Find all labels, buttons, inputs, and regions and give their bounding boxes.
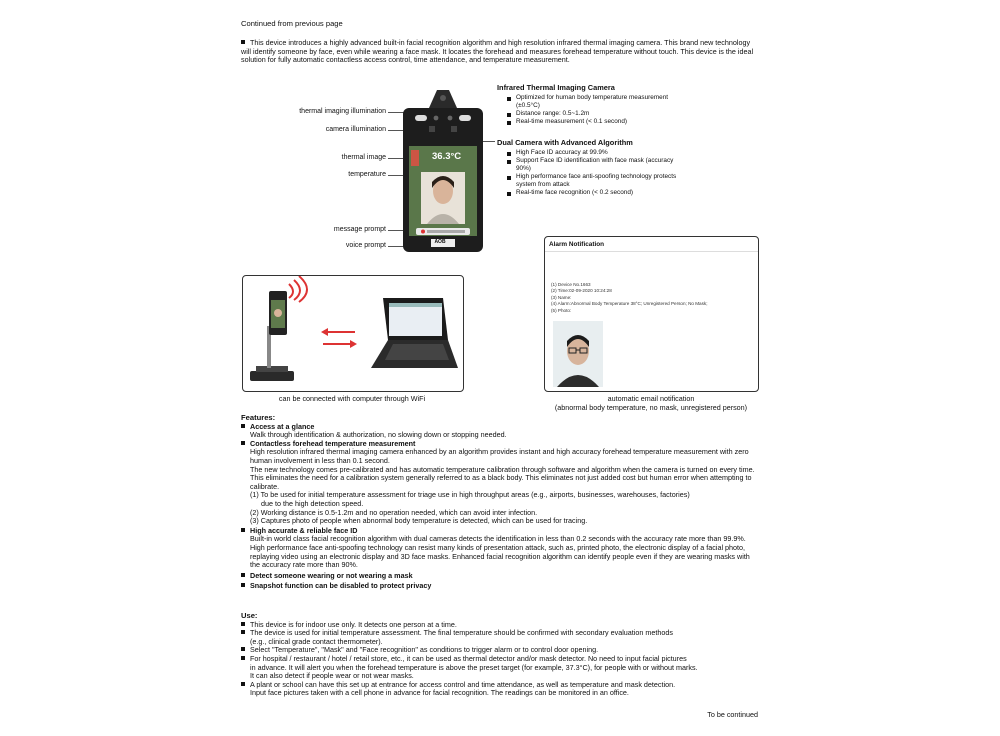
bullet-icon	[241, 682, 245, 686]
use-item: The device is used for initial temperature assessment. The final temperature should be confirmed with secondary evaluation methods	[241, 629, 761, 638]
use-item-cont: in advance. It will alert you when the forehead temperature is above the preset target (for example, 37.3°C), for people with or without marks.	[250, 662, 698, 672]
bullet-icon	[241, 656, 245, 660]
feature-title: Detect someone wearing or not wearing a mask	[241, 572, 761, 581]
alarm-line: (5) Photo:	[551, 307, 572, 313]
continued-from-label: Continued from previous page	[241, 19, 343, 28]
label-voice-prompt: voice prompt	[345, 242, 386, 249]
spec-item: Real-time face recognition (< 0.2 second)	[507, 189, 677, 197]
bullet-icon	[241, 441, 245, 445]
camera-spec-list	[507, 94, 677, 126]
feature-text: The new technology comes pre-calibrated and has automatic temperature calibration through software and algorithm when the camera is turned on every time. This eliminates the need for a calibration system generally referred to as a black body. This eliminates not just added cost but human error when attempting to calibrate.	[250, 464, 755, 491]
spec-item: Distance range: 0.5~1.2m	[507, 110, 677, 118]
algorithm-spec-title: Dual Camera with Advanced Algorithm	[497, 138, 633, 147]
use-section	[241, 612, 761, 698]
alarm-title: Alarm Notification	[545, 237, 758, 252]
features-section	[241, 414, 761, 591]
use-item: For hospital / restaurant / hotel / retail store, etc., it can be used as thermal detector and/or mask detector. No need to input facial pictures	[241, 655, 761, 664]
temperature-reading: 36.3°C	[432, 151, 462, 162]
use-item: A plant or school can have this set up at entrance for access control and time attendance, as well as temperature and mask detection.	[241, 681, 761, 690]
feature-title: High accurate & reliable face ID	[241, 527, 761, 536]
label-temperature: temperature	[348, 171, 386, 178]
to-be-continued-label: To be continued	[707, 710, 758, 719]
alarm-photo	[553, 321, 603, 387]
feature-title: Snapshot function can be disabled to protect privacy	[241, 582, 761, 591]
spec-item: High Face ID accuracy at 99.9%	[507, 149, 677, 157]
use-item-cont: Input face pictures taken with a cell phone in advance for facial recognition. The readings can be monitored in an office.	[250, 688, 629, 698]
bullet-icon	[241, 40, 245, 44]
alarm-notification-panel	[544, 236, 759, 392]
label-message-prompt: message prompt	[333, 226, 386, 233]
thermal-terminal-device	[403, 88, 483, 252]
feature-text: Walk through identification & authorization, no slowing down or stopping needed.	[250, 430, 507, 440]
spec-item: Real-time measurement (< 0.1 second)	[507, 118, 677, 126]
intro-text: This device introduces a highly advanced built-in facial recognition algorithm and high resolution infrared thermal imaging camera. This brand new technology will identify someone by face, even while wearing a face mask. It locates the forehead and measures forehead temperature without touch. This device is the ideal solution for fully automatic contactless access control, time attendance, and temperature measurement.	[241, 38, 754, 65]
alarm-caption-2: (abnormal body temperature, no mask, unregistered person)	[554, 403, 748, 412]
use-item: Select "Temperature", "Mask" and "Face recognition" as conditions to trigger alarm or to control door opening.	[241, 646, 761, 655]
label-thermal-illumination: thermal imaging illumination	[299, 108, 386, 115]
alarm-line: (1) Device No.1663	[551, 282, 591, 287]
intro-paragraph	[241, 39, 757, 65]
alarm-line: (2) Time:02-09-2020 10:24:28	[551, 288, 612, 294]
use-item-cont: (e.g., clinical grade contact thermometer).	[250, 636, 383, 646]
feature-note: (1) To be used for initial temperature assessment for triage use in high throughput areas (e.g., airports, businesses, warehouses, factories)	[250, 490, 690, 500]
features-heading: Features:	[241, 413, 276, 422]
alarm-details	[551, 282, 707, 314]
alarm-line: (4) Alarm:Abnormal Body Temperature 38°C; Unregistered Person; No Mask;	[551, 301, 708, 307]
brand-logo: AOB	[434, 239, 446, 245]
feature-title: Contactless forehead temperature measurement	[241, 440, 761, 449]
use-item: This device is for indoor use only. It detects one person at a time.	[241, 621, 761, 630]
bullet-icon	[241, 630, 245, 634]
bullet-icon	[241, 647, 245, 651]
feature-note: (3) Captures photo of people when abnormal body temperature is detected, which can be used for tracing.	[250, 516, 588, 526]
bullet-icon	[241, 528, 245, 532]
spec-item: High performance face anti-spoofing technology protects system from attack	[507, 173, 677, 189]
camera-spec-block	[497, 83, 677, 126]
spec-item: Optimized for human body temperature measurement (±0.5°C)	[507, 94, 677, 110]
use-heading: Use:	[241, 611, 258, 620]
camera-spec-title: Infrared Thermal Imaging Camera	[497, 83, 615, 92]
bullet-icon	[241, 622, 245, 626]
alarm-caption-1: automatic email notification	[607, 394, 695, 403]
feature-text: Built-in world class facial recognition algorithm with dual cameras detects the identification in less than 0.2 seconds with the accuracy rate more than 99.9%. High performance face anti-spoofing technology can resist many kinds of presentation attack, such as, printed photo, the electronic display of a facial photo, replaying video using an electronic display and 3D face masks. Enhanced facial recognition algorithm can identify people even if they are wearing masks with the accuracy rate more than 90%.	[250, 534, 750, 570]
algorithm-spec-list	[507, 149, 677, 197]
wifi-connection-panel	[242, 275, 464, 392]
algorithm-spec-block	[497, 138, 677, 197]
label-thermal-image: thermal image	[341, 154, 386, 161]
use-item-cont: It can also detect if people wear or not wear masks.	[250, 671, 414, 681]
bullet-icon	[241, 573, 245, 577]
bullet-icon	[241, 583, 245, 587]
label-camera-illumination: camera illumination	[325, 126, 386, 133]
bullet-icon	[241, 424, 245, 428]
alarm-line: (3) Name:	[551, 294, 572, 300]
feature-title: Access at a glance	[241, 423, 761, 432]
wifi-illustration	[243, 276, 463, 391]
spec-item: Support Face ID identification with face mask (accuracy 90%)	[507, 157, 677, 173]
feature-note: (2) Working distance is 0.5-1.2m and no operation needed, which can avoid inter infection.	[250, 507, 538, 517]
feature-text: High resolution infrared thermal imaging camera enhanced by an algorithm provides instant and high accuracy forehead temperature measurement with zero human involvement in less than 0.1 second.	[250, 447, 749, 465]
feature-note: due to the high detection speed.	[261, 498, 364, 508]
wifi-caption: can be connected with computer through WiFi	[278, 394, 426, 403]
